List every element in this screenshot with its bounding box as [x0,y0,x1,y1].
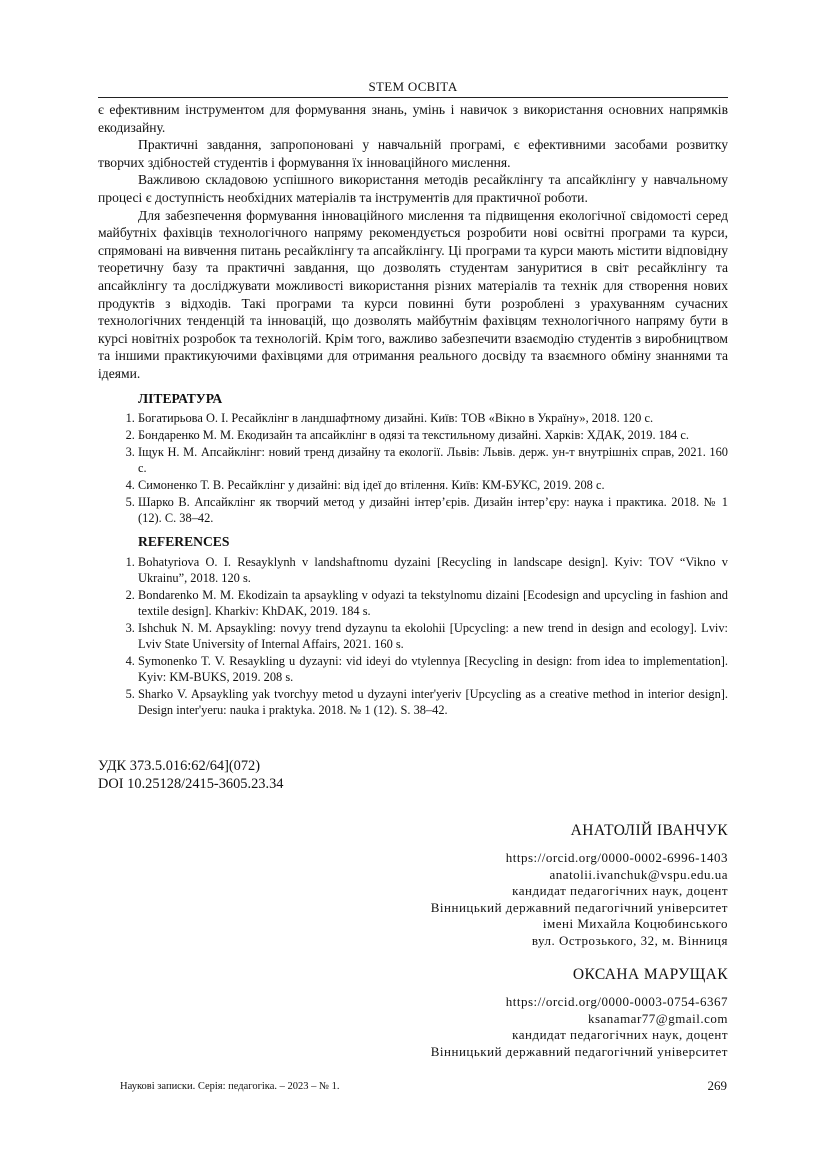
author-affiliation: Вінницький державний педагогічний університет [430,899,728,915]
paragraph-2: Практичні завдання, запропоновані у навчальній програмі, є ефективними засобами розвитку творчих здібностей студентів і формування їх інноваційного мислення. [98,137,728,170]
author-block-1 [228,822,728,950]
literature-item: 3. Іщук Н. М. Апсайклінг: новий тренд дизайну та екології. Львів: Львів. держ. ун-т внутрішніх справ, 2021. 160 с. [138,444,728,476]
doi-code: DOI 10.25128/2415-3605.23.34 [98,776,284,792]
running-header: STEM ОСВІТА [368,79,458,94]
reference-item: 1. Bohatyriova O. I. Resayklynh v landshaftnomu dyzaini [Recycling in landscape design]. Kyiv: TOV “Vikno v Ukrainu”, 2018. 120 s. [138,554,728,586]
literature-list [98,410,728,526]
literature-item: 4. Симоненко Т. В. Ресайклінг у дизайні: від ідеї до втілення. Київ: КМ-БУКС, 2019. 208 с. [138,477,728,493]
article-body [98,101,728,719]
paragraph-4: Для забезпечення формування інноваційного мислення та підвищення екологічної свідомості серед майбутніх фахівців технологічного напряму рекомендується розробити нові освітні програми та курси, спрямовані на вивчення питань ресайклінгу та апсайклінгу. Ці програми та курси мають містити відповідну теоретичну базу та практичні завдання, що дозволять студентам зануритися в світ ресайклінгу та апсайклінгу та досліджувати можливості використання різних матеріалів та технік для створення нових продуктів з відходів. Такі програми та курси повинні бути розроблені з урахуванням сучасних технологічних тенденцій та інновацій, що дозволять майбутнім фахівцям технологічного напряму бути в курсі новітніх розробок та технологій. Крім того, важливо забезпечити взаємодію студентів з виробництвом та іншими практикуючими фахівцями для отримання реального досвіду та взаємного обміну знаннями та ідеями. [98,207,728,381]
author-affiliation: Вінницький державний педагогічний університет [430,1043,728,1059]
journal-footer: Наукові записки. Серія: педагогіка. – 2023 – № 1. [120,1081,340,1092]
author-block-2 [228,966,728,1060]
literature-heading: ЛІТЕРАТУРА [138,390,223,406]
author-address: вул. Острозького, 32, м. Вінниця [531,932,728,948]
author-orcid-link[interactable]: https://orcid.org/0000-0003-0754-6367 [505,994,728,1009]
reference-item: 3. Ishchuk N. M. Apsaykling: novyy trend dyzaynu ta ekolohii [Upcycling: a new trend in design and ecology]. Lviv: Lviv State University of Internal Affairs, 2021. 160 s. [138,620,728,652]
reference-item: 2. Bondarenko M. M. Ekodizain ta apsaykling v odyazi ta tekstylnomu dizaini [Ecodesign and upcycling in fashion and textile design]. Kharkiv: KhDAK, 2019. 184 s. [138,587,728,619]
reference-item: 4. Symonenko T. V. Resaykling u dyzayni: vid ideyi do vtylennya [Recycling in design: from idea to implementation]. Kyiv: KM-BUKS, 2019. 208 s. [138,653,728,685]
references-list [98,554,728,718]
author-orcid-link[interactable]: https://orcid.org/0000-0002-6996-1403 [505,850,728,865]
literature-item: 2. Бондаренко М. М. Екодизайн та апсайклінг в одязі та текстильному дизайні. Харків: ХДАК, 2019. 184 с. [138,427,728,443]
page-number: 269 [707,1078,727,1093]
literature-item: 1. Богатирьова О. І. Ресайклінг в ландшафтному дизайні. Київ: ТОВ «Вікно в Україну», 2018. 120 с. [138,410,728,426]
author-degree: кандидат педагогічних наук, доцент [512,1027,728,1043]
author-name: ОКСАНА МАРУЩАК [572,966,728,983]
header-divider [98,97,728,98]
literature-item: 5. Шарко В. Апсайклінг як творчий метод у дизайні інтер’єрів. Дизайн інтер’єру: наука і практика. 2018. № 1 (12). С. 38–42. [138,494,728,526]
reference-item: 5. Sharko V. Apsaykling yak tvorchyy metod u dyzayni inter'yeriv [Upcycling as a creative method in interior design]. Design inter'yeru: nauka i praktyka. 2018. № 1 (12). S. 38–42. [138,686,728,718]
author-email[interactable]: ksanamar77@gmail.com [587,1010,728,1026]
article-meta [98,757,498,793]
author-name: АНАТОЛІЙ ІВАНЧУК [570,822,728,839]
author-affiliation-name: імені Михайла Коцюбинського [542,916,728,932]
author-email[interactable]: anatolii.ivanchuk@vspu.edu.ua [549,866,728,882]
author-degree: кандидат педагогічних наук, доцент [512,883,728,899]
udc-code: УДК 373.5.016:62/64](072) [98,758,261,774]
paragraph-1: є ефективним інструментом для формування знань, умінь і навичок з використання основних напрямків екодизайну. [98,102,728,135]
references-heading: REFERENCES [138,534,230,550]
paragraph-3: Важливою складовою успішного використання методів ресайклінгу та апсайклінгу у навчальному процесі є доступність необхідних матеріалів та інструментів для практичної роботи. [98,172,728,205]
